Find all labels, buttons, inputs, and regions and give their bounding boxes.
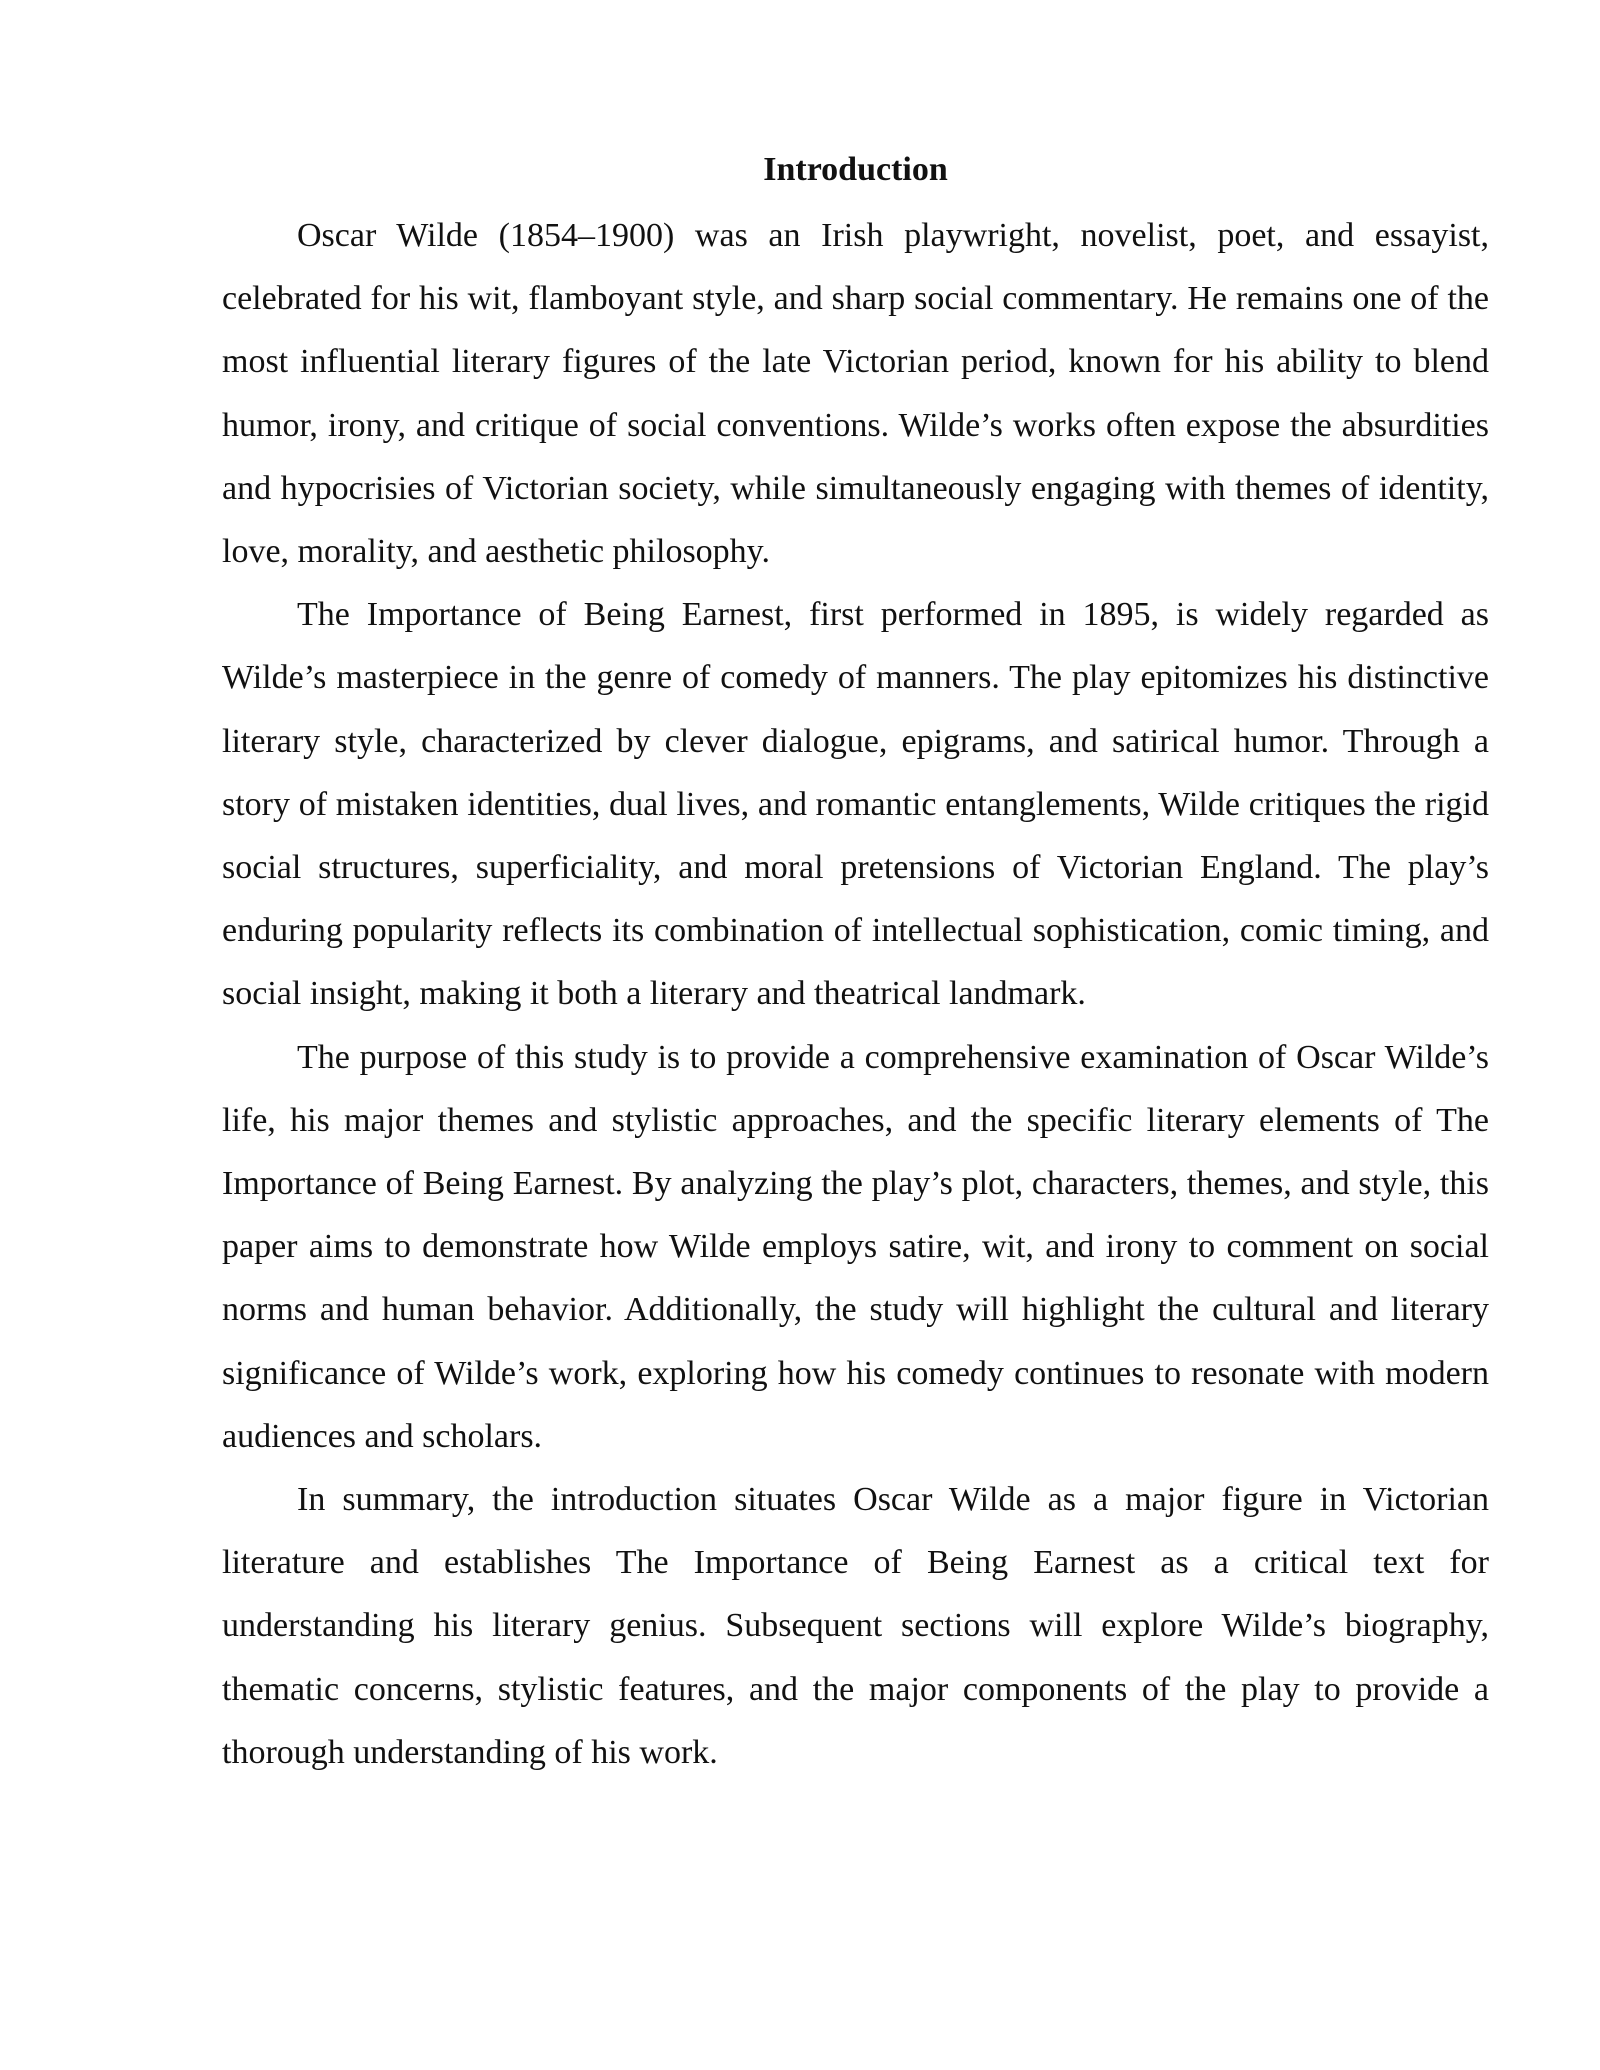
paragraph-2: The Importance of Being Earnest, first performed in 1895, is widely regarded as Wilde’s masterpiece in the genre of comedy of manners. The play epitomizes his distinctive literary style, characterized by clever dialogue, epigrams, and satirical humor. Through a story of mistaken identities, dual lives, and romantic entanglements, Wilde critiques the rigid social structures, superficiality, and moral pretensions of Victorian England. The play’s enduring popularity reflects its combination of intellectual sophistication, comic timing, and social insight, making it both a literary and theatrical landmark. — [222, 596, 1489, 1013]
paragraph-1: Oscar Wilde (1854–1900) was an Irish playwright, novelist, poet, and essayist, celebrated for his wit, flamboyant style, and sharp social commentary. He remains one of the most influential literary figures of the late Victorian period, known for his ability to blend humor, irony, and critique of social conventions. Wilde’s works often expose the absurdities and hypocrisies of Victorian society, while simultaneously engaging with themes of identity, love, morality, and aesthetic philosophy. — [222, 217, 1489, 571]
document-body — [222, 142, 1489, 1784]
paragraph-4: In summary, the introduction situates Oscar Wilde as a major figure in Victorian literature and establishes The Importance of Being Earnest as a critical text for understanding his literary genius. Subsequent sections will explore Wilde’s biography, thematic concerns, stylistic features, and the major components of the play to provide a thorough understanding of his work. — [222, 1481, 1489, 1771]
section-heading: Introduction — [763, 151, 948, 188]
paragraph-3: The purpose of this study is to provide a comprehensive examination of Oscar Wilde’s life, his major themes and stylistic approaches, and the specific literary elements of The Importance of Being Earnest. By analyzing the play’s plot, characters, themes, and style, this paper aims to demonstrate how Wilde employs satire, wit, and irony to comment on social norms and human behavior. Additionally, the study will highlight the cultural and literary significance of Wilde’s work, exploring how his comedy continues to resonate with modern audiences and scholars. — [222, 1038, 1489, 1455]
